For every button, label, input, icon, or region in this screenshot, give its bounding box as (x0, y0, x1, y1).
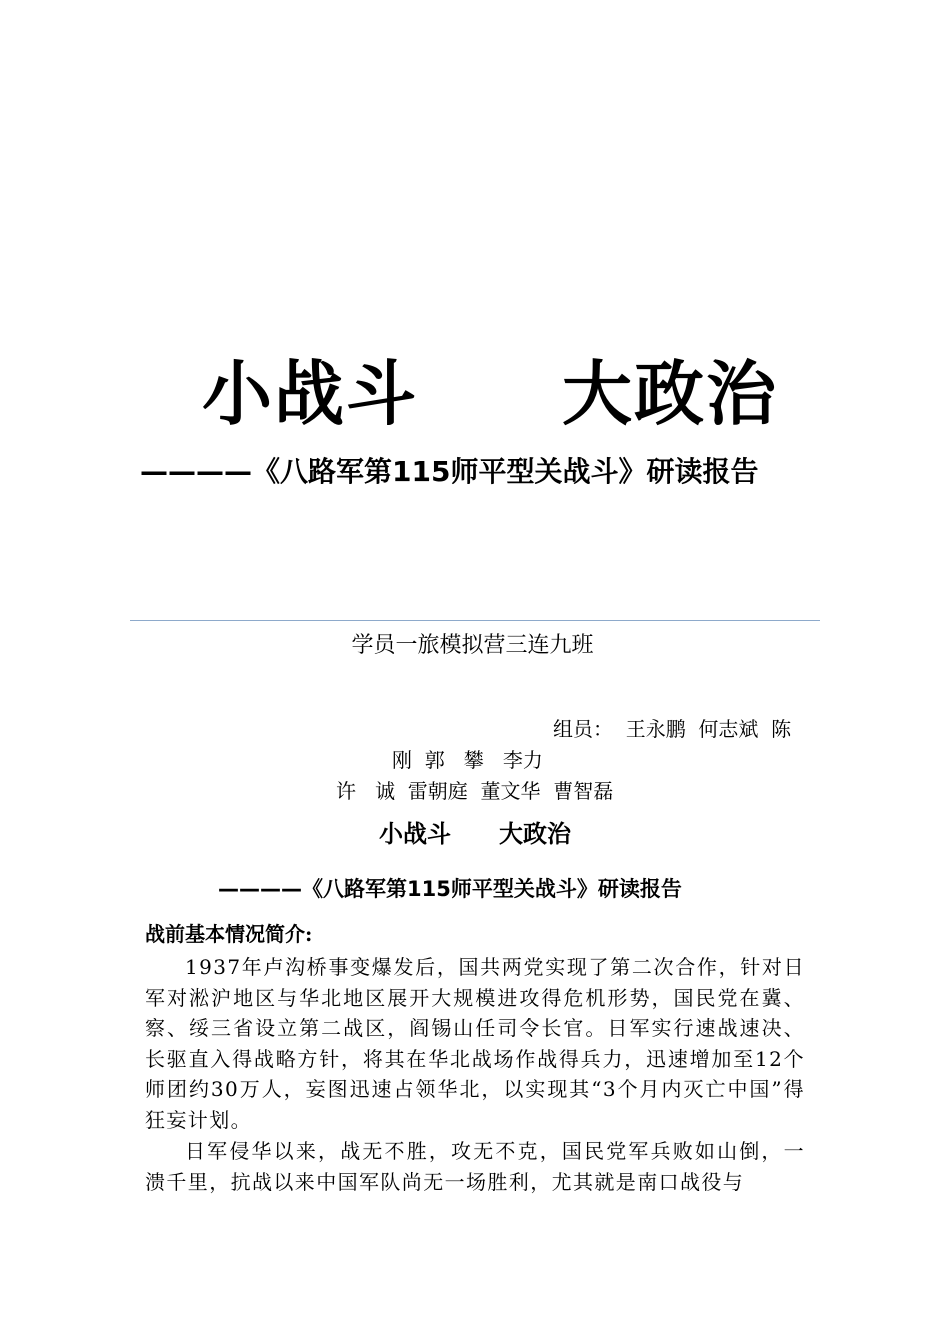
report-subtitle: ————《八路军第115师平型关战斗》研读报告 (218, 877, 682, 901)
body-paragraph-1: 1937年卢沟桥事变爆发后，国共两党实现了第二次合作，针对日军对淞沪地区与华北地区展开大规模进攻得危机形势，国民党在冀、察、绥三省设立第二战区，阎锡山任司令长官。日军实行速战速决、长驱直入得战略方针，将其在华北战场作战得兵力，迅速增加至12个师团约30万人，妄图迅速占领华北，以实现其“3个月内灭亡中国”得狂妄计划。 (145, 955, 805, 1132)
section-heading: 战前基本情况简介: (145, 922, 313, 946)
body-paragraph-2: 日军侵华以来，战无不胜，攻无不克，国民党军兵败如山倒，一溃千里，抗战以来中国军队尚无一场胜利，尤其就是南口战役与 (145, 1139, 805, 1194)
divider (130, 620, 820, 621)
cover-title: 小战斗 大政治 (202, 353, 778, 435)
report-title: 小战斗 大政治 (379, 820, 571, 848)
members-line-3: 许 诚 雷朝庭 董文华 曹智磊 (336, 779, 614, 803)
cover-subtitle: ————《八路军第115师平型关战斗》研读报告 (140, 455, 759, 488)
members-line-1: 组员： 王永鹏 何志斌 陈 (553, 717, 792, 741)
class-name: 学员一旅模拟营三连九班 (351, 633, 594, 658)
members-line-2: 刚 郭 攀 李力 (392, 748, 543, 772)
